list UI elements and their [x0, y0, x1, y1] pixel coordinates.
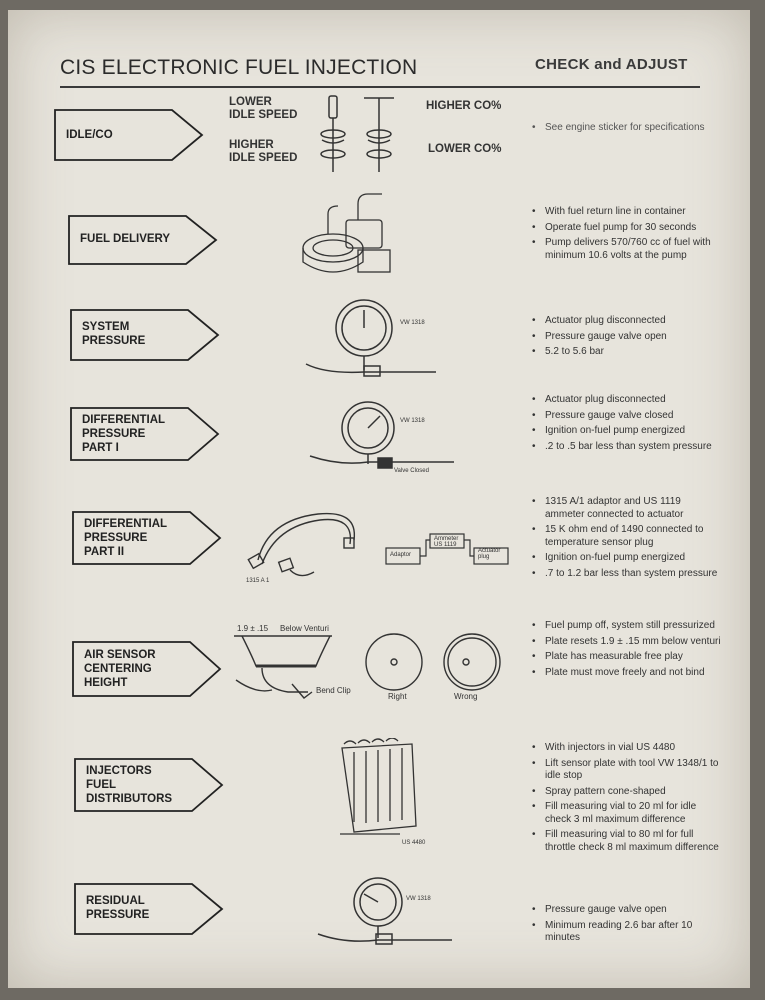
section-label: RESIDUAL PRESSURE [86, 895, 150, 921]
section-arrow-residual-pressure [74, 882, 224, 936]
bullet-item: • Lift sensor plate with tool VW 1348/1 to idle stop [532, 758, 722, 783]
bullet-item: • Operate fuel pump for 30 seconds [532, 222, 722, 235]
bullet-item: • Pressure gauge valve open [532, 904, 722, 917]
bullet-item: • .2 to .5 bar less than system pressure [532, 441, 722, 454]
bullet-item: • Actuator plug disconnected [532, 315, 722, 328]
adaptor-cable-illustration [240, 502, 370, 586]
page-title: CIS ELECTRONIC FUEL INJECTION [60, 56, 418, 79]
bullet-item: • Spray pattern cone-shaped [532, 786, 722, 799]
document-page [8, 10, 750, 988]
wrong-label: Wrong [454, 692, 478, 701]
fuel-distributor-illustration [298, 190, 398, 286]
bullet-item: • See engine sticker for specifications [532, 122, 722, 135]
bullet-item: • .7 to 1.2 bar less than system pressure [532, 568, 722, 581]
section-label: INJECTORS FUEL DISTRIBUTORS [86, 765, 173, 805]
bullet-list-air-sensor [532, 620, 722, 682]
higher-idle-speed-label: HIGHER IDLE SPEED [229, 139, 298, 164]
bullet-item: • Ignition on-fuel pump energized [532, 552, 722, 565]
bullet-item: • Plate has measurable free play [532, 651, 722, 664]
bullet-item: • Fuel pump off, system still pressurized [532, 620, 722, 633]
bullet-list-idle-co [532, 122, 722, 138]
gauge-tool-label: VW 1318 [400, 320, 425, 326]
lower-co-label: LOWER CO% [428, 143, 502, 155]
section-arrow-system-pressure [70, 308, 220, 362]
bullet-list-residual-pressure [532, 904, 722, 948]
section-label: AIR SENSOR CENTERING HEIGHT [84, 649, 156, 689]
title-rule [60, 86, 700, 88]
bullet-item: • 15 K ohm end of 1490 connected to temperature sensor plug [532, 524, 722, 549]
ammeter-box-label: Ammeter US 1119 [434, 536, 459, 548]
section-label: IDLE/CO [66, 129, 113, 141]
section-label: SYSTEM PRESSURE [82, 321, 146, 347]
adaptor-tool-label: 1315 A 1 [246, 578, 270, 584]
page-subtitle: CHECK and ADJUST [535, 56, 688, 73]
injector-vial-rack-illustration [336, 738, 420, 842]
right-label: Right [388, 692, 407, 701]
residual-pressure-gauge-illustration [316, 872, 456, 962]
valve-closed-label: Valve Closed [394, 468, 429, 474]
pressure-gauge-illustration [304, 292, 444, 382]
bend-clip-label: Bend Clip [316, 686, 351, 695]
bullet-list-fuel-delivery [532, 206, 722, 265]
dimension-label: 1.9 ± .15 [237, 624, 269, 633]
section-label: FUEL DELIVERY [80, 233, 171, 245]
bullet-item: • 1315 A/1 adaptor and US 1119 ammeter connected to actuator [532, 496, 722, 521]
section-arrow-fuel-delivery [68, 214, 218, 266]
bullet-item: • Plate must move freely and not bind [532, 667, 722, 680]
bullet-list-system-pressure [532, 315, 722, 362]
below-venturi-label: Below Venturi [280, 624, 329, 633]
section-arrow-air-sensor [72, 640, 222, 698]
bullet-item: • With injectors in vial US 4480 [532, 742, 722, 755]
actuator-box-label: Actuator plug [478, 548, 501, 560]
vial-tool-label: US 4480 [402, 840, 426, 846]
bullet-item: • 5.2 to 5.6 bar [532, 346, 722, 359]
bullet-item: • Ignition on-fuel pump energized [532, 425, 722, 438]
adjusting-screwdriver-icon [314, 94, 398, 178]
section-arrow-injectors [74, 757, 224, 813]
pressure-gauge-valve-closed-illustration [308, 394, 458, 484]
section-arrow-diff-pressure-2 [72, 510, 222, 566]
gauge-tool-label: VW 1318 [406, 896, 431, 902]
section-label: DIFFERENTIAL PRESSURE PART II [84, 518, 168, 558]
bullet-list-diff-pressure-2 [532, 496, 722, 583]
bullet-list-injectors [532, 742, 722, 857]
bullet-item: • With fuel return line in container [532, 206, 722, 219]
adaptor-box-label: Adaptor [390, 552, 412, 558]
lower-idle-speed-label: LOWER IDLE SPEED [229, 96, 298, 121]
bullet-item: • Pressure gauge valve open [532, 331, 722, 344]
bullet-list-diff-pressure-1 [532, 394, 722, 456]
bullet-item: • Fill measuring vial to 20 ml for idle check 3 ml maximum difference [532, 801, 722, 826]
bullet-item: • Minimum reading 2.6 bar after 10 minutes [532, 920, 722, 945]
section-arrow-diff-pressure-1 [70, 406, 220, 462]
bullet-item: • Pump delivers 570/760 cc of fuel with minimum 10.6 volts at the pump [532, 237, 722, 262]
section-arrow-idle-co [54, 108, 204, 162]
section-label: DIFFERENTIAL PRESSURE PART I [82, 414, 166, 454]
higher-co-label: HIGHER CO% [426, 100, 502, 112]
bullet-item: • Fill measuring vial to 80 ml for full throttle check 8 ml maximum difference [532, 829, 722, 854]
plate-centering-right-wrong-icon [362, 632, 512, 698]
gauge-tool-label: VW 1318 [400, 418, 425, 424]
bullet-item: • Pressure gauge valve closed [532, 410, 722, 423]
bullet-item: • Actuator plug disconnected [532, 394, 722, 407]
bullet-item: • Plate resets 1.9 ± .15 mm below venturi [532, 636, 722, 649]
